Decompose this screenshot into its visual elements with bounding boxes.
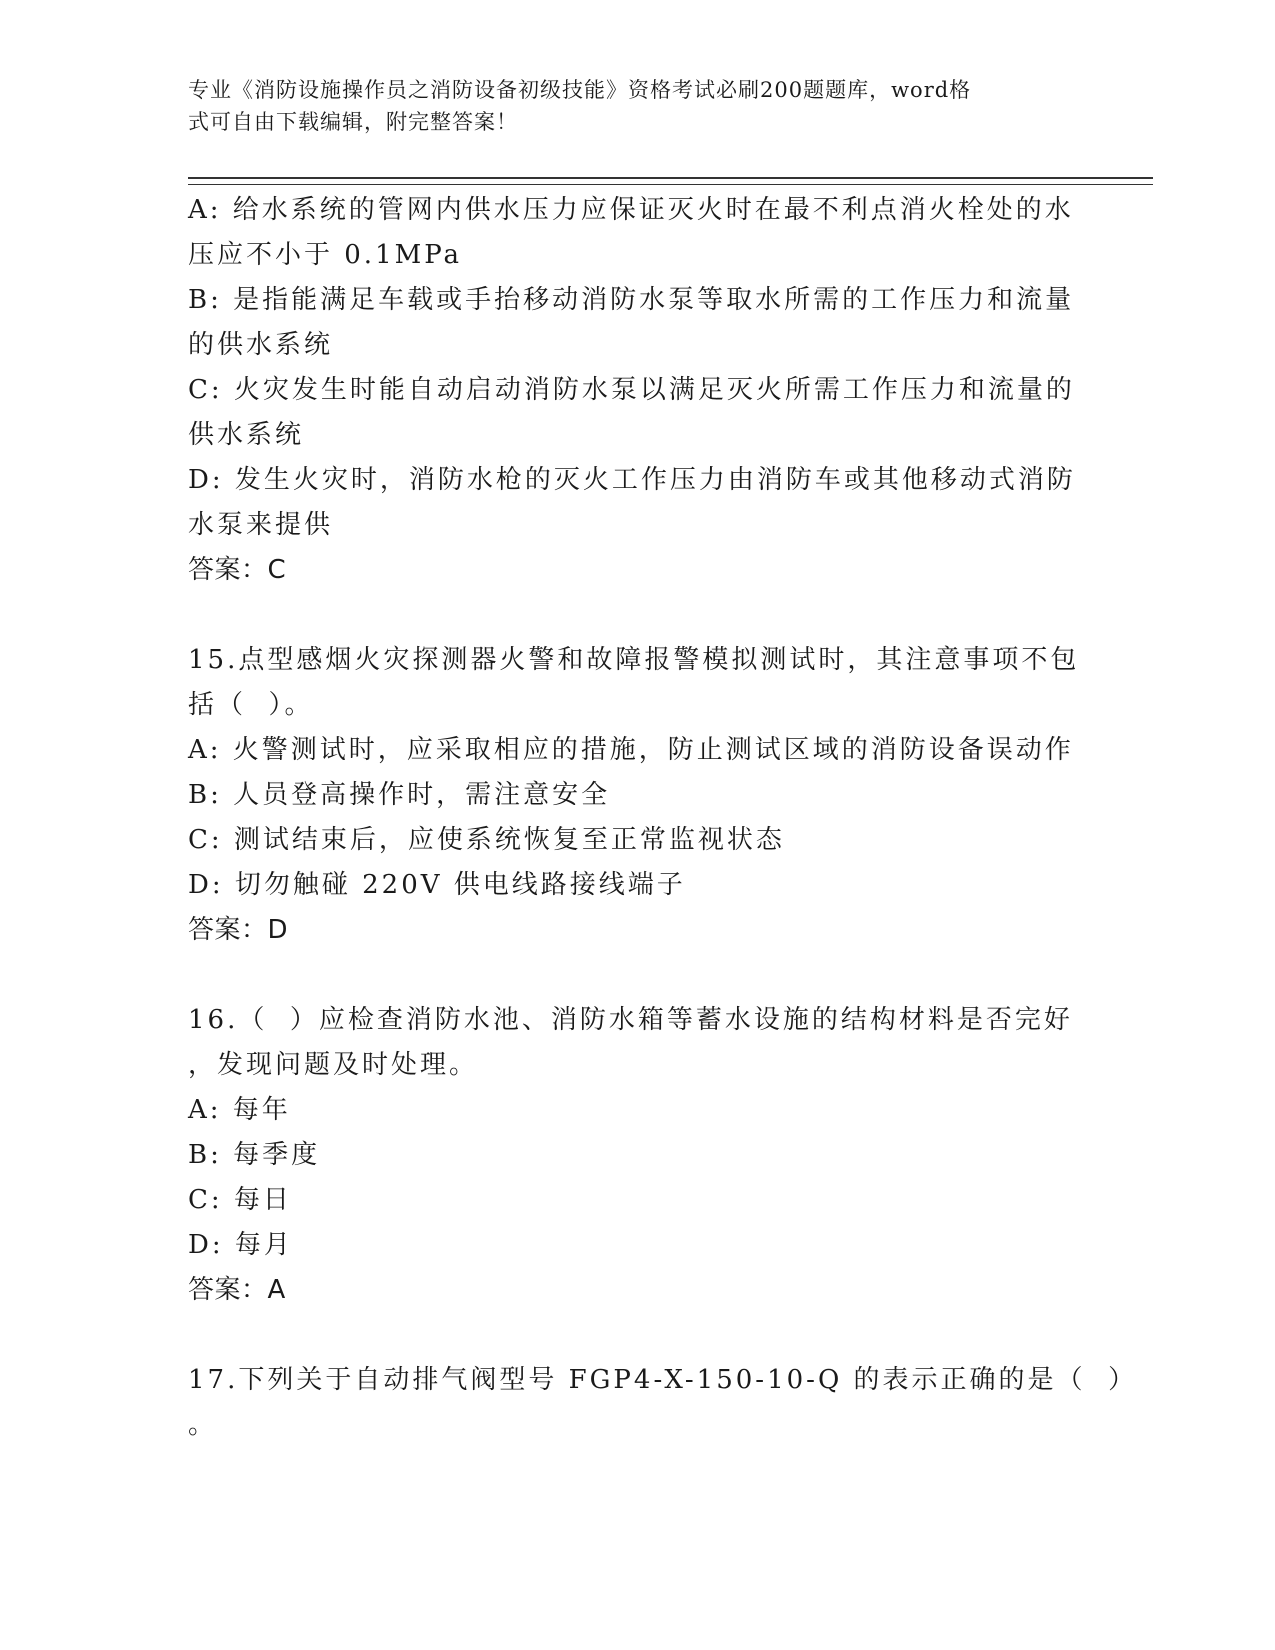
- header-line-2: 式可自由下载编辑，附完整答案！: [188, 110, 518, 134]
- option-c: C: 每日: [188, 1185, 292, 1215]
- header-line-1: 专业《消防设施操作员之消防设备初级技能》资格考试必刷200题题库，word格: [188, 78, 972, 102]
- question-stem-line-2: 括（ ）。: [188, 690, 314, 720]
- question-stem-line-2: ，发现问题及时处理。: [188, 1050, 479, 1080]
- option-b: B: 每季度: [188, 1140, 321, 1170]
- question-list: [188, 188, 1138, 1448]
- question-stem-line-1: 16.（ ）应检查消防水池、消防水箱等蓄水设施的结构材料是否完好: [188, 1005, 1073, 1035]
- option-b: B: 人员登高操作时，需注意安全: [188, 780, 611, 810]
- option-d-line-2: 水泵来提供: [188, 510, 334, 540]
- question-14: [188, 188, 1078, 593]
- option-d-line-1: D: 发生火灾时，消防水枪的灭火工作压力由消防车或其他移动式消防: [188, 465, 1076, 495]
- option-b-line-2: 的供水系统: [188, 330, 334, 360]
- option-a: A: 火警测试时，应采取相应的措施，防止测试区域的消防设备误动作: [188, 735, 1074, 765]
- question-15: [188, 638, 1078, 953]
- option-a: A: 每年: [188, 1095, 291, 1125]
- question-stem-line-2: 。: [188, 1410, 218, 1440]
- header-rule-thick: [188, 177, 1153, 179]
- option-c-line-1: C: 火灾发生时能自动启动消防水泵以满足灭火所需工作压力和流量的: [188, 375, 1075, 405]
- option-d: D: 切勿触碰 220V 供电线路接线端子: [188, 870, 686, 900]
- option-c-line-2: 供水系统: [188, 420, 305, 450]
- answer: 答案：D: [188, 915, 289, 945]
- question-stem-line-1: 15.点型感烟火灾探测器火警和故障报警模拟测试时，其注意事项不包: [188, 645, 1080, 675]
- header-rule-thin: [188, 184, 1153, 185]
- option-a-line-2: 压应不小于 0.1MPa: [188, 240, 463, 270]
- document-header: [188, 74, 1068, 138]
- option-b-line-1: B: 是指能满足车载或手抬移动消防水泵等取水所需的工作压力和流量: [188, 285, 1075, 315]
- option-a-line-1: A: 给水系统的管网内供水压力应保证灭火时在最不利点消火栓处的水: [188, 195, 1074, 225]
- option-c: C: 测试结束后，应使系统恢复至正常监视状态: [188, 825, 785, 855]
- option-d: D: 每月: [188, 1230, 293, 1260]
- question-17: [188, 1358, 1138, 1448]
- answer: 答案：C: [188, 555, 287, 585]
- answer: 答案：A: [188, 1275, 286, 1305]
- question-16: [188, 998, 1078, 1313]
- question-stem-line-1: 17.下列关于自动排气阀型号 FGP4-X-150-10-Q 的表示正确的是（ ）: [188, 1365, 1138, 1395]
